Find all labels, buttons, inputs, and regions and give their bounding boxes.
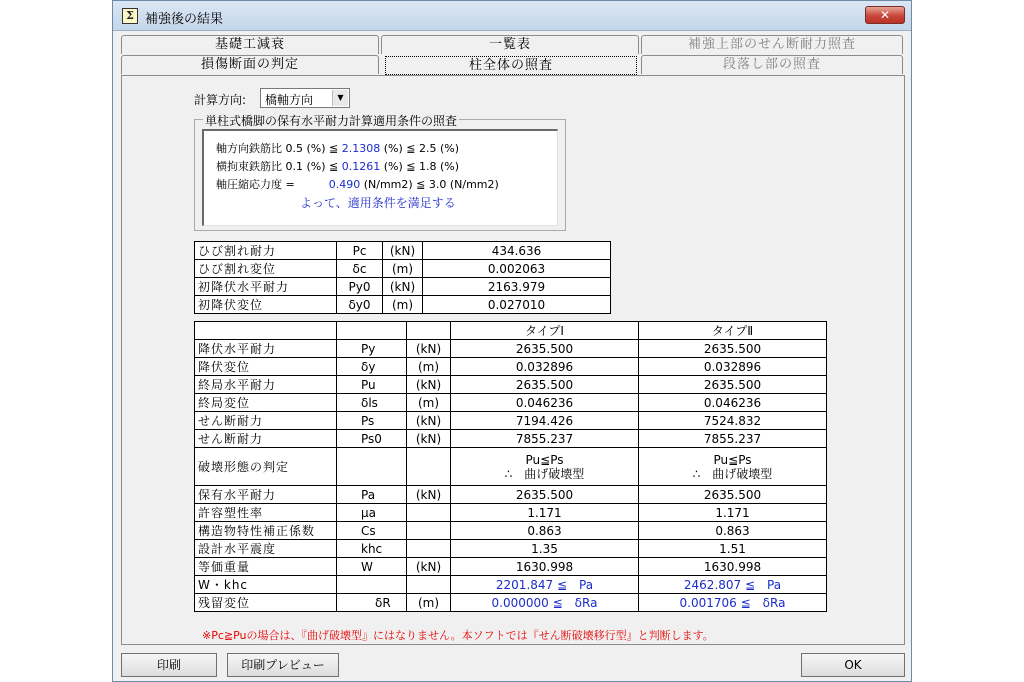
title-bar[interactable] <box>113 1 911 31</box>
row-label: 保有水平耐力 <box>195 486 337 504</box>
row-value-type1: 2635.500 <box>451 340 639 358</box>
row-unit: (kN) <box>407 376 451 394</box>
direction-select[interactable] <box>260 88 350 108</box>
row-symbol: Cs <box>337 522 407 540</box>
table-row <box>195 340 827 358</box>
axial-stress-limit: (N/mm2) ≦ 3.0 (N/mm2) <box>360 178 499 191</box>
judge-type2 <box>639 448 827 486</box>
table-row <box>195 278 611 296</box>
row-label: 終局変位 <box>195 394 337 412</box>
ok-button[interactable]: OK <box>801 653 905 677</box>
row-symbol: Ps <box>337 412 407 430</box>
row-value-type1: 0.032896 <box>451 358 639 376</box>
residual-row <box>195 594 827 612</box>
row-unit: (kN) <box>407 486 451 504</box>
row-label: ひび割れ変位 <box>195 260 337 278</box>
rebar-ratio-text: 軸方向鉄筋比 0.5 (%) ≦ <box>216 142 342 155</box>
row-value-type1: 7194.426 <box>451 412 639 430</box>
axial-stress-line <box>216 176 499 192</box>
row-value-type2: 7855.237 <box>639 430 827 448</box>
table-row <box>195 260 611 278</box>
row-value-type1: 1630.998 <box>451 558 639 576</box>
dropdown-arrow-icon[interactable]: ▼ <box>332 90 348 106</box>
row-unit-blank <box>407 576 451 594</box>
table-row <box>195 412 827 430</box>
axial-stress-text: 軸圧縮応力度 = <box>216 178 295 191</box>
row-value-type2: 7524.832 <box>639 412 827 430</box>
row-value: 0.027010 <box>423 296 611 314</box>
row-value-type1: 1.35 <box>451 540 639 558</box>
rebar-ratio-limit: (%) ≦ 2.5 (%) <box>380 142 460 155</box>
hoop-ratio-limit: (%) ≦ 1.8 (%) <box>380 160 460 173</box>
row-value-type1: 0.863 <box>451 522 639 540</box>
row-label: W・khc <box>195 576 337 594</box>
row-label: 終局水平耐力 <box>195 376 337 394</box>
row-symbol: δls <box>337 394 407 412</box>
row-unit: (kN) <box>407 412 451 430</box>
tab-cutoff-check[interactable]: 段落し部の照査 <box>641 55 903 74</box>
result-window <box>112 0 912 682</box>
row-label: せん断耐力 <box>195 430 337 448</box>
row-label: 設計水平震度 <box>195 540 337 558</box>
tab-upper-shear-check[interactable]: 補強上部のせん断耐力照査 <box>641 35 903 54</box>
row-unit <box>407 540 451 558</box>
table-row <box>195 522 827 540</box>
wkhc-type1: 2201.847 ≦ Pa <box>451 576 639 594</box>
judge-type2-result: ∴ 曲げ破壊型 <box>692 466 773 481</box>
row-symbol: μa <box>337 504 407 522</box>
tab-panel <box>121 75 905 645</box>
row-value-type1: 7855.237 <box>451 430 639 448</box>
table-row <box>195 296 611 314</box>
row-label: 構造物特性補正係数 <box>195 522 337 540</box>
residual-type2: 0.001706 ≦ δRa <box>639 594 827 612</box>
row-value-type1: 1.171 <box>451 504 639 522</box>
row-value-type2: 2635.500 <box>639 486 827 504</box>
row-unit: (kN) <box>407 430 451 448</box>
judge-type1-result: ∴ 曲げ破壊型 <box>504 466 585 481</box>
row-value-type2: 0.863 <box>639 522 827 540</box>
row-symbol: W <box>337 558 407 576</box>
row-unit <box>407 522 451 540</box>
header-type1: タイプⅠ <box>451 322 639 340</box>
tab-strip <box>121 35 905 75</box>
table-row <box>195 486 827 504</box>
row-symbol: khc <box>337 540 407 558</box>
row-value: 0.002063 <box>423 260 611 278</box>
header-blank <box>195 322 337 340</box>
judge-unit-blank <box>407 448 451 486</box>
app-icon: Σ <box>122 8 138 24</box>
wkhc-type2: 2462.807 ≦ Pa <box>639 576 827 594</box>
direction-label: 計算方向: <box>194 93 247 107</box>
row-symbol: Pa <box>337 486 407 504</box>
row-symbol: Py0 <box>337 278 383 296</box>
row-symbol: δR <box>337 594 407 612</box>
tab-foundation-damping[interactable]: 基礎工減衰 <box>121 35 379 54</box>
wkhc-row <box>195 576 827 594</box>
row-symbol: δc <box>337 260 383 278</box>
row-label: 等価重量 <box>195 558 337 576</box>
axial-stress-value: 0.490 <box>328 178 361 191</box>
row-value-type1: 2635.500 <box>451 376 639 394</box>
row-value-type2: 0.046236 <box>639 394 827 412</box>
row-label: ひび割れ耐力 <box>195 242 337 260</box>
row-label: 初降伏変位 <box>195 296 337 314</box>
table-header-row <box>195 322 827 340</box>
row-unit: (kN) <box>383 278 423 296</box>
table-row <box>195 394 827 412</box>
table-row <box>195 558 827 576</box>
row-unit: (m) <box>407 394 451 412</box>
conditions-box <box>202 129 558 226</box>
rebar-ratio-value: 2.1308 <box>341 142 381 155</box>
judge-type1-condition: Pu≦Ps <box>525 452 564 467</box>
row-value-type1: 2635.500 <box>451 486 639 504</box>
row-unit: (kN) <box>407 558 451 576</box>
row-symbol: Pc <box>337 242 383 260</box>
hoop-ratio-line <box>216 158 459 174</box>
hoop-ratio-text: 横拘束鉄筋比 0.1 (%) ≦ <box>216 160 342 173</box>
judge-symbol-blank <box>337 448 407 486</box>
row-unit: (m) <box>407 358 451 376</box>
table-row <box>195 430 827 448</box>
print-button[interactable]: 印刷 <box>121 653 217 677</box>
direction-value: 橋軸方向 <box>265 93 314 107</box>
capacity-table <box>194 321 827 612</box>
conditions-result: よって、適用条件を満足する <box>300 196 456 210</box>
table-row <box>195 242 611 260</box>
table-row <box>195 376 827 394</box>
judge-type1 <box>451 448 639 486</box>
judge-label: 破壊形態の判定 <box>195 448 337 486</box>
row-symbol: δy <box>337 358 407 376</box>
hoop-ratio-value: 0.1261 <box>341 160 381 173</box>
row-value: 2163.979 <box>423 278 611 296</box>
row-label: せん断耐力 <box>195 412 337 430</box>
row-unit: (kN) <box>407 340 451 358</box>
row-label: 初降伏水平耐力 <box>195 278 337 296</box>
residual-type1: 0.000000 ≦ δRa <box>451 594 639 612</box>
row-unit: (m) <box>407 594 451 612</box>
row-symbol: δy0 <box>337 296 383 314</box>
table-row <box>195 358 827 376</box>
tab-whole-column-check[interactable]: 柱全体の照査 <box>385 56 637 75</box>
row-value-type2: 2635.500 <box>639 376 827 394</box>
row-label: 降伏水平耐力 <box>195 340 337 358</box>
row-symbol: Ps0 <box>337 430 407 448</box>
row-unit: (m) <box>383 296 423 314</box>
judge-row <box>195 448 827 486</box>
table-row <box>195 504 827 522</box>
window-title: 補強後の結果 <box>145 12 224 27</box>
row-value-type2: 0.032896 <box>639 358 827 376</box>
row-symbol: Pu <box>337 376 407 394</box>
row-label: 残留変位 <box>195 594 337 612</box>
tab-summary-list[interactable]: 一覧表 <box>381 35 639 54</box>
header-type2: タイプⅡ <box>639 322 827 340</box>
row-symbol-blank <box>337 576 407 594</box>
row-unit: (m) <box>383 260 423 278</box>
header-blank <box>337 322 407 340</box>
warning-note: ※Pc≧Puの場合は、『曲げ破壊型』にはなりません。本ソフトでは『せん断破壊移行型』と判断します。 <box>202 629 714 642</box>
row-value: 434.636 <box>423 242 611 260</box>
conditions-group <box>194 114 566 231</box>
table-row <box>195 540 827 558</box>
header-blank <box>407 322 451 340</box>
crack-yield-table <box>194 241 611 314</box>
row-value-type2: 1630.998 <box>639 558 827 576</box>
judge-type2-condition: Pu≦Ps <box>713 452 752 467</box>
row-label: 降伏変位 <box>195 358 337 376</box>
conditions-legend: 単柱式橋脚の保有水平耐力計算適用条件の照査 <box>205 114 458 128</box>
row-unit <box>407 504 451 522</box>
row-value-type2: 1.51 <box>639 540 827 558</box>
row-symbol: Py <box>337 340 407 358</box>
print-preview-button[interactable]: 印刷プレビュー <box>227 653 339 677</box>
row-unit: (kN) <box>383 242 423 260</box>
row-value-type2: 1.171 <box>639 504 827 522</box>
row-value-type1: 0.046236 <box>451 394 639 412</box>
tab-damaged-section[interactable]: 損傷断面の判定 <box>121 55 379 74</box>
close-button[interactable]: ✕ <box>865 6 905 24</box>
rebar-ratio-line <box>216 140 459 156</box>
row-value-type2: 2635.500 <box>639 340 827 358</box>
row-label: 許容塑性率 <box>195 504 337 522</box>
